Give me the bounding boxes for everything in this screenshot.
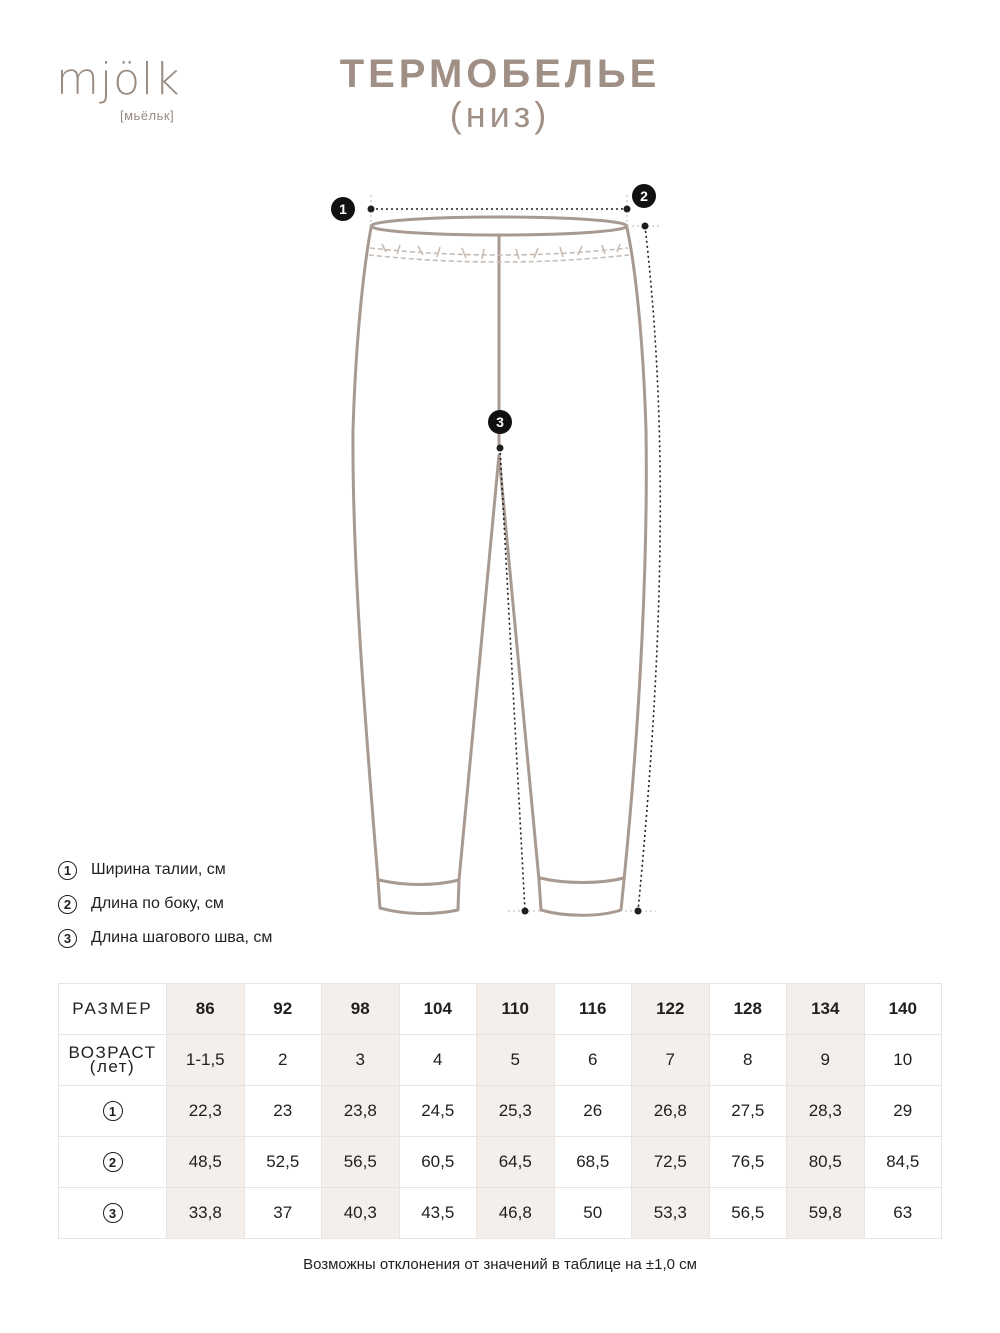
- value-cell: 72,5: [632, 1137, 710, 1188]
- age-unit: (лет): [89, 1057, 136, 1076]
- size-cell: 104: [399, 984, 477, 1035]
- size-cell: 86: [167, 984, 245, 1035]
- value-cell: 26,8: [632, 1086, 710, 1137]
- table-row-size: [59, 984, 942, 1035]
- value-cell: 52,5: [244, 1137, 322, 1188]
- age-cell: 2: [244, 1035, 322, 1086]
- marker-2: [632, 184, 656, 208]
- age-label: ВОЗРАСТ: [68, 1043, 157, 1062]
- table-row-age: [59, 1035, 942, 1086]
- table-row-side-length: [59, 1137, 942, 1188]
- marker-1: [331, 197, 355, 221]
- value-cell: 29: [864, 1086, 942, 1137]
- dot-waist-right: [624, 206, 631, 213]
- value-cell: 60,5: [399, 1137, 477, 1188]
- dot-inseam-bottom: [522, 908, 529, 915]
- legend-number: 2: [58, 895, 77, 914]
- value-cell: 56,5: [322, 1137, 400, 1188]
- age-cell: 9: [787, 1035, 865, 1086]
- size-label: РАЗМЕР: [59, 984, 167, 1035]
- size-cell: 128: [709, 984, 787, 1035]
- row-number: 1: [103, 1101, 123, 1121]
- age-cell: 10: [864, 1035, 942, 1086]
- legend-item: [58, 858, 272, 882]
- value-cell: 27,5: [709, 1086, 787, 1137]
- value-cell: 28,3: [787, 1086, 865, 1137]
- age-cell: 1-1,5: [167, 1035, 245, 1086]
- legend-text: Ширина талии, см: [91, 861, 226, 878]
- value-cell: 37: [244, 1188, 322, 1239]
- table-row-waist: [59, 1086, 942, 1137]
- value-cell: 53,3: [632, 1188, 710, 1239]
- size-cell: 134: [787, 984, 865, 1035]
- dot-inseam-top: [497, 445, 504, 452]
- marker-3-label: 3: [496, 414, 504, 430]
- value-cell: 22,3: [167, 1086, 245, 1137]
- dot-side-top: [642, 223, 649, 230]
- legend-item: [58, 926, 272, 950]
- marker-3: [488, 410, 512, 434]
- size-cell: 140: [864, 984, 942, 1035]
- table-row-inseam: [59, 1188, 942, 1239]
- waistband-top: [371, 217, 627, 235]
- measurement-legend: [58, 858, 272, 960]
- dot-side-bottom: [635, 908, 642, 915]
- value-cell: 80,5: [787, 1137, 865, 1188]
- legend-number: 3: [58, 929, 77, 948]
- size-cell: 98: [322, 984, 400, 1035]
- value-cell: 23: [244, 1086, 322, 1137]
- value-cell: 68,5: [554, 1137, 632, 1188]
- size-cell: 110: [477, 984, 555, 1035]
- row-number: 2: [103, 1152, 123, 1172]
- legend-item: [58, 892, 272, 916]
- marker-2-label: 2: [640, 188, 648, 204]
- value-cell: 46,8: [477, 1188, 555, 1239]
- value-cell: 26: [554, 1086, 632, 1137]
- age-label-cell: [59, 1035, 167, 1086]
- value-cell: 40,3: [322, 1188, 400, 1239]
- value-cell: 23,8: [322, 1086, 400, 1137]
- page-subtitle: (низ): [449, 94, 551, 135]
- value-cell: 24,5: [399, 1086, 477, 1137]
- legend-text: Длина по боку, см: [91, 895, 224, 912]
- left-cuff-line: [379, 880, 459, 885]
- size-table: [58, 983, 942, 1239]
- page-title: ТЕРМОБЕЛЬЕ: [339, 52, 661, 96]
- row-number-cell: [59, 1086, 167, 1137]
- size-cell: 122: [632, 984, 710, 1035]
- marker-1-label: 1: [339, 201, 347, 217]
- value-cell: 43,5: [399, 1188, 477, 1239]
- row-number-cell: [59, 1137, 167, 1188]
- logo-word: mjölk: [56, 54, 181, 105]
- logo-subtitle: [мьёльк]: [120, 108, 175, 123]
- size-cell: 92: [244, 984, 322, 1035]
- value-cell: 33,8: [167, 1188, 245, 1239]
- value-cell: 84,5: [864, 1137, 942, 1188]
- age-cell: 6: [554, 1035, 632, 1086]
- value-cell: 76,5: [709, 1137, 787, 1188]
- value-cell: 48,5: [167, 1137, 245, 1188]
- row-number: 3: [103, 1203, 123, 1223]
- value-cell: 56,5: [709, 1188, 787, 1239]
- age-cell: 5: [477, 1035, 555, 1086]
- tolerance-note: Возможны отклонения от значений в таблице на ±1,0 см: [303, 1256, 697, 1273]
- age-cell: 4: [399, 1035, 477, 1086]
- value-cell: 50: [554, 1188, 632, 1239]
- value-cell: 59,8: [787, 1188, 865, 1239]
- value-cell: 63: [864, 1188, 942, 1239]
- row-number-cell: [59, 1188, 167, 1239]
- right-cuff-line: [540, 878, 624, 883]
- value-cell: 25,3: [477, 1086, 555, 1137]
- age-cell: 8: [709, 1035, 787, 1086]
- legend-text: Длина шагового шва, см: [91, 929, 273, 946]
- legend-number: 1: [58, 861, 77, 880]
- dot-waist-left: [368, 206, 375, 213]
- waist-ruching-3: [382, 244, 620, 259]
- age-cell: 7: [632, 1035, 710, 1086]
- age-cell: 3: [322, 1035, 400, 1086]
- value-cell: 64,5: [477, 1137, 555, 1188]
- size-cell: 116: [554, 984, 632, 1035]
